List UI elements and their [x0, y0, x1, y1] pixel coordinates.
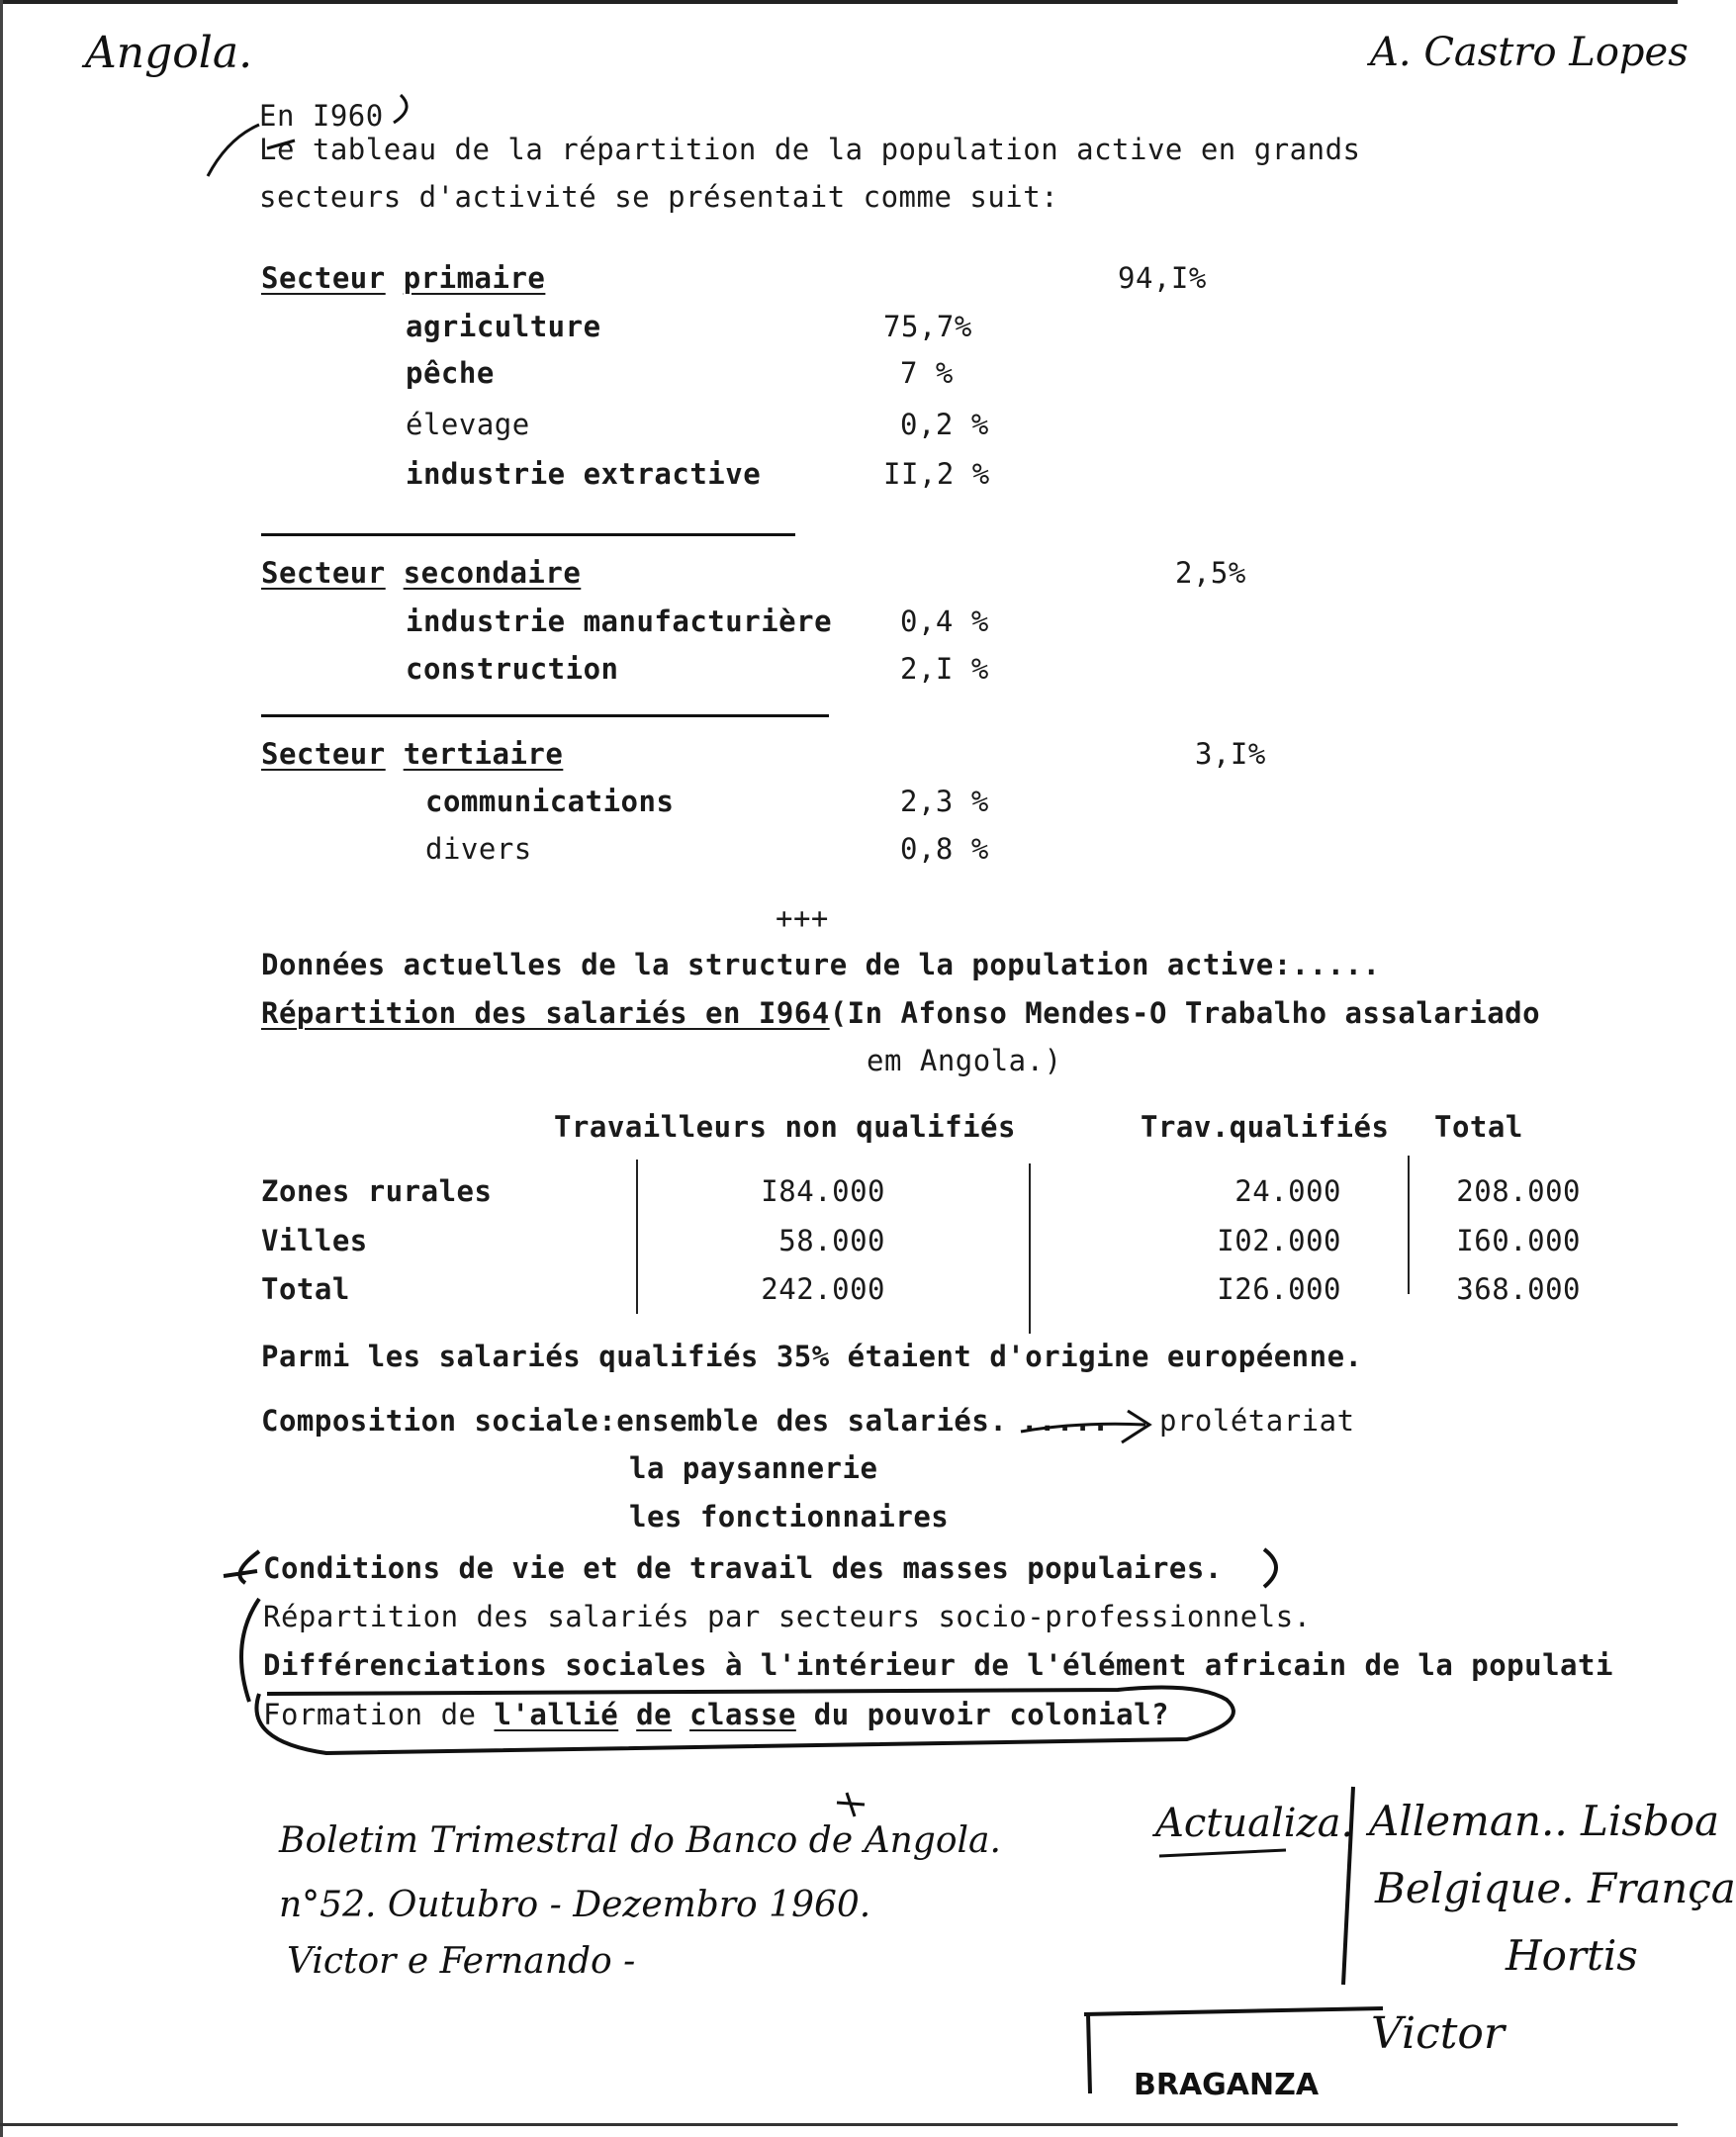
sector-secondaire-heading — [261, 556, 581, 590]
formation-text: Formation de — [263, 1698, 477, 1731]
table-cell: 24.000 — [1234, 1174, 1341, 1208]
item-agriculture-value: 75,7% — [883, 310, 972, 343]
bracket-right — [1264, 1549, 1276, 1587]
intro-line-2: secteurs d'activité se présentait comme suit: — [259, 180, 1059, 214]
sector-name: secondaire — [403, 556, 582, 590]
sector-label: Secteur — [261, 261, 386, 295]
note-item-formation — [263, 1698, 1169, 1731]
handwritten-reference-1: Boletim Trimestral do Banco de Angola. — [279, 1820, 1001, 1861]
sector-tertiaire-total: 3,I% — [1195, 737, 1266, 771]
fonctionnaires-label: les fonctionnaires — [629, 1500, 950, 1533]
repartition-heading: Répartition des salariés en I964 — [261, 996, 830, 1030]
composition-line: Composition sociale:ensemble des salariés. — [261, 1404, 1008, 1438]
handwritten-countries-2: Belgique. França — [1375, 1864, 1736, 1912]
handwritten-reference-2: n°52. Outubro - Dezembro 1960. — [279, 1885, 871, 1925]
item-elevage-value: 0,2 % — [900, 408, 989, 441]
item-construction-value: 2,I % — [900, 652, 989, 686]
sector-name: primaire — [403, 261, 546, 295]
item-industrie-manufacturiere-value: 0,4 % — [900, 604, 989, 638]
formation-rest: du pouvoir colonial? — [813, 1698, 1169, 1731]
table-row-label: Total — [261, 1272, 350, 1306]
handwritten-braganza: BRAGANZA — [1134, 2068, 1320, 2102]
repartition-heading-row — [261, 996, 1540, 1030]
table-cell: I26.000 — [1217, 1272, 1341, 1306]
table-cell: 242.000 — [761, 1272, 885, 1306]
table-column-divider — [1408, 1156, 1410, 1294]
table-header-non-qualified: Travailleurs non qualifiés — [554, 1110, 1016, 1144]
qualified-note: Parmi les salariés qualifiés 35% étaient d'origine européenne. — [261, 1340, 1363, 1373]
scan-edge-top — [0, 0, 1678, 4]
table-cell: I02.000 — [1217, 1224, 1341, 1257]
formation-de: de — [636, 1698, 673, 1731]
scan-edge-bottom — [0, 2123, 1678, 2126]
composition-dots: ..... — [1021, 1404, 1110, 1438]
item-industrie-manufacturiere: industrie manufacturière — [406, 604, 833, 638]
section-divider — [261, 533, 795, 536]
handwritten-victor: Victor — [1371, 2008, 1505, 2059]
item-industrie-extractive: industrie extractive — [406, 457, 762, 491]
item-peche-value: 7 % — [900, 356, 954, 390]
item-construction: construction — [406, 652, 619, 686]
intro-line-1: Le tableau de la répartition de la population active en grands — [259, 133, 1361, 166]
handwritten-actualiza: Actualiza. — [1155, 1801, 1354, 1846]
table-row-label: Zones rurales — [261, 1174, 493, 1208]
item-industrie-extractive-value: II,2 % — [883, 457, 990, 491]
note-item-differenciations: Différenciations sociales à l'intérieur de l'élément africain de la populati — [263, 1648, 1613, 1682]
table-cell: 208.000 — [1456, 1174, 1581, 1208]
paysannerie-label: la paysannerie — [629, 1451, 878, 1485]
table-column-divider — [636, 1160, 638, 1314]
current-data-line: Données actuelles de la structure de la population active:..... — [261, 948, 1381, 981]
asterisk-mark — [837, 1793, 865, 1816]
sector-primaire-heading — [261, 261, 545, 295]
actualiza-underline — [1159, 1850, 1286, 1856]
source-citation-2: em Angola.) — [867, 1044, 1062, 1077]
handwritten-angola-top: Angola. — [85, 28, 253, 78]
note-item-repartition: Répartition des salariés par secteurs socio-professionnels. — [263, 1600, 1312, 1633]
sector-label: Secteur — [261, 556, 386, 590]
handwritten-hortis: Hortis — [1506, 1931, 1638, 1980]
source-citation: (In Afonso Mendes-O Trabalho assalariado — [829, 996, 1541, 1030]
table-cell: I60.000 — [1456, 1224, 1581, 1257]
table-header-total: Total — [1434, 1110, 1523, 1144]
sector-name: tertiaire — [403, 737, 564, 771]
separator: +++ — [776, 901, 829, 935]
year-label: En I960 — [259, 99, 384, 133]
bracket-left — [224, 1551, 259, 1702]
table-cell: I84.000 — [761, 1174, 885, 1208]
item-communications: communications — [425, 785, 675, 818]
item-elevage: élevage — [406, 408, 530, 441]
item-agriculture: agriculture — [406, 310, 601, 343]
item-divers-value: 0,8 % — [900, 832, 989, 866]
sector-label: Secteur — [261, 737, 386, 771]
table-row-label: Villes — [261, 1224, 368, 1257]
item-peche: pêche — [406, 356, 495, 390]
formation-classe: classe — [689, 1698, 796, 1731]
item-communications-value: 2,3 % — [900, 785, 989, 818]
sector-secondaire-total: 2,5% — [1175, 556, 1246, 590]
section-divider — [261, 714, 829, 717]
sector-primaire-total: 94,I% — [1118, 261, 1207, 295]
table-cell: 58.000 — [778, 1224, 885, 1257]
scan-edge-left — [0, 0, 3, 2137]
table-cell: 368.000 — [1456, 1272, 1581, 1306]
item-divers: divers — [425, 832, 532, 866]
handwritten-countries-1: Alleman.. Lisboa — [1369, 1797, 1720, 1845]
table-column-divider — [1029, 1163, 1031, 1334]
handwritten-author: A. Castro Lopes — [1370, 30, 1689, 75]
note-item-conditions: Conditions de vie et de travail des masses populaires. — [263, 1551, 1223, 1585]
table-header-qualified: Trav.qualifiés — [1141, 1110, 1390, 1144]
handwritten-reference-3: Victor e Fernando - — [287, 1941, 636, 1982]
formation-allie: l'allié — [494, 1698, 619, 1731]
sector-tertiaire-heading — [261, 737, 563, 771]
proletariat-label: prolétariat — [1159, 1404, 1355, 1438]
